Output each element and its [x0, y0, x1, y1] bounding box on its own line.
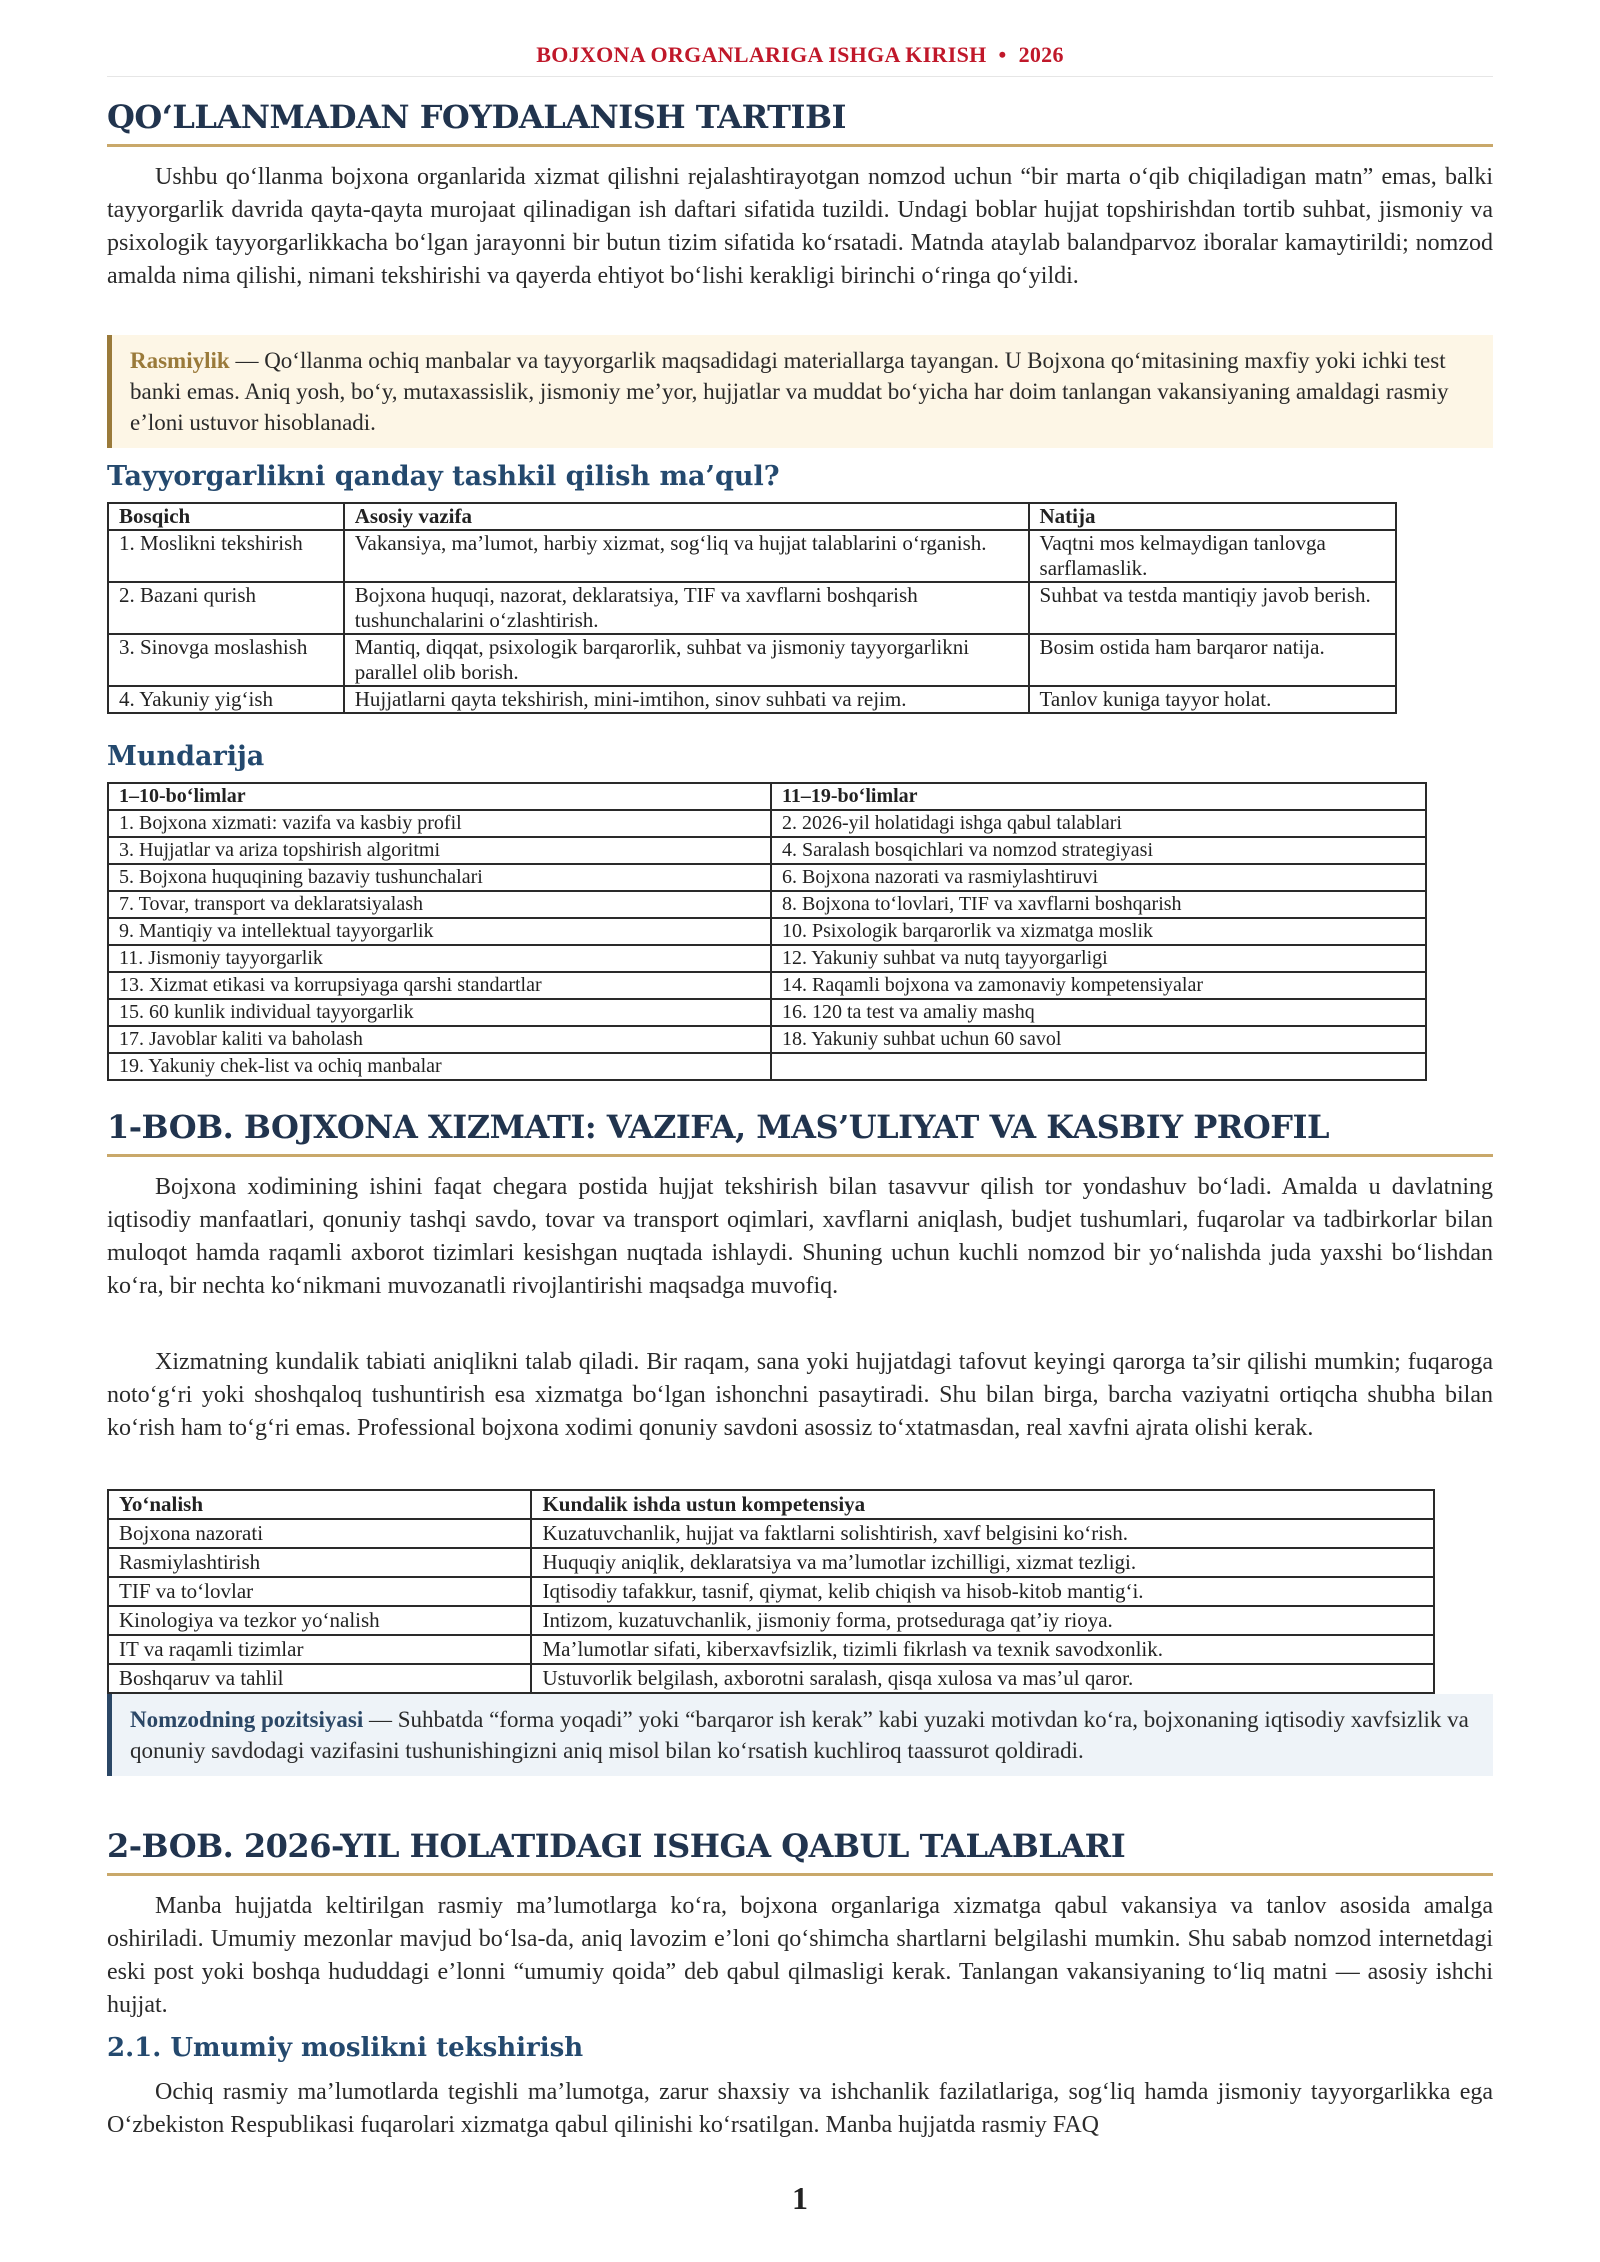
prep-table-header: [108, 503, 1396, 530]
toc-row: [108, 1026, 1426, 1053]
competency-header-direction: Yo‘nalish: [108, 1490, 531, 1519]
toc-entry[interactable]: 10. Psixologik barqarorlik va xizmatga moslik: [771, 918, 1426, 945]
chapter2-title: 2-BOB. 2026-YIL HOLATIDAGI ISHGA QABUL TALABLARI: [107, 1827, 1493, 1876]
toc-entry[interactable]: 2. 2026-yil holatidagi ishga qabul talablari: [771, 810, 1426, 837]
header-divider: [107, 76, 1493, 77]
toc-entry[interactable]: 5. Bojxona huquqining bazaviy tushunchalari: [108, 864, 771, 891]
table-row: [108, 1548, 1434, 1577]
running-header: [107, 42, 1493, 68]
toc-header-left: 1–10-bo‘limlar: [108, 783, 771, 810]
toc-entry[interactable]: 12. Yakuniy suhbat va nutq tayyorgarligi: [771, 945, 1426, 972]
toc-row: [108, 864, 1426, 891]
toc-row: [108, 810, 1426, 837]
toc-row: [108, 972, 1426, 999]
formality-callout-lead: Rasmiylik: [130, 348, 230, 373]
formality-callout-text: — Qo‘llanma ochiq manbalar va tayyorgarlik maqsadidagi materiallarga tayangan. U Bojxona qo‘mitasining maxfiy yoki ichki test banki emas. Aniq yosh, bo‘y, mutaxassislik, jismoniy me’yor, hujjatlar va muddat bo‘yicha har doim tanlangan vakansiyaning amaldagi rasmiy e’loni ustuvor hisoblanadi.: [130, 348, 1449, 435]
table-cell: IT va raqamli tizimlar: [108, 1635, 531, 1664]
table-row: [108, 1577, 1434, 1606]
formality-callout: [107, 335, 1493, 448]
table-row: [108, 1664, 1434, 1693]
candidate-position-callout: [107, 1694, 1493, 1776]
table-cell: Huquqiy aniqlik, deklaratsiya va ma’lumotlar izchilligi, xizmat tezligi.: [531, 1548, 1434, 1577]
table-cell: 2. Bazani qurish: [108, 582, 344, 634]
table-row: [108, 1635, 1434, 1664]
candidate-callout-text: — Suhbatda “forma yoqadi” yoki “barqaror ish kerak” kabi yuzaki motivdan ko‘ra, bojxonaning iqtisodiy xavfsizlik va qonuniy savdodagi vazifasini tushunishingizni aniq misol bilan ko‘rsatish kuchliroq taassurot qoldiradi.: [130, 1707, 1469, 1763]
prep-header-stage: Bosqich: [108, 503, 344, 530]
toc-entry[interactable]: 4. Saralash bosqichlari va nomzod strategiyasi: [771, 837, 1426, 864]
table-row: [108, 1519, 1434, 1548]
table-cell: Kuzatuvchanlik, hujjat va faktlarni solishtirish, xavf belgisini ko‘rish.: [531, 1519, 1434, 1548]
table-cell: Ustuvorlik belgilash, axborotni saralash, qisqa xulosa va mas’ul qaror.: [531, 1664, 1434, 1693]
table-cell: Tanlov kuniga tayyor holat.: [1029, 686, 1396, 713]
chapter1-paragraph-1: Bojxona xodimining ishini faqat chegara postida hujjat tekshirish bilan tasavvur qilish tor yondashuv bo‘ladi. Amalda u davlatning iqtisodiy manfaatlari, qonuniy tashqi savdo, tovar va transport oqimlari, xavflarni aniqlash, budjet tushumlari, fuqarolar va tadbirkorlar bilan muloqot hamda raqamli axborot tizimlari kesishgan nuqtada ishlaydi. Shuning uchun kuchli nomzod bir yo‘nalishda juda yaxshi bo‘lishdan ko‘ra, bir nechta ko‘nikmani muvozanatli rivojlantirishi maqsadga muvofiq.: [107, 1174, 1493, 1299]
running-header-separator: •: [998, 42, 1007, 67]
table-cell: Kinologiya va tezkor yo‘nalish: [108, 1606, 531, 1635]
table-row: [108, 1606, 1434, 1635]
table-cell: Hujjatlarni qayta tekshirish, mini-imtihon, sinov suhbati va rejim.: [344, 686, 1029, 713]
toc-entry[interactable]: 6. Bojxona nazorati va rasmiylashtiruvi: [771, 864, 1426, 891]
running-header-title: BOJXONA ORGANLARIGA ISHGA KIRISH: [536, 42, 987, 67]
chapter1-title: 1-BOB. BOJXONA XIZMATI: VAZIFA, MAS’ULIYAT VA KASBIY PROFIL: [107, 1108, 1493, 1157]
table-cell: Bosim ostida ham barqaror natija.: [1029, 634, 1396, 686]
toc-entry[interactable]: 7. Tovar, transport va deklaratsiyalash: [108, 891, 771, 918]
competency-table: [107, 1489, 1435, 1694]
competency-header: [108, 1490, 1434, 1519]
toc-entry[interactable]: 13. Xizmat etikasi va korrupsiyaga qarshi standartlar: [108, 972, 771, 999]
toc-row: [108, 837, 1426, 864]
toc-entry[interactable]: 3. Hujjatlar va ariza topshirish algoritmi: [108, 837, 771, 864]
prep-table: [107, 502, 1397, 714]
table-row: [108, 582, 1396, 634]
running-header-year: 2026: [1018, 42, 1064, 67]
usage-paragraph: Ushbu qo‘llanma bojxona organlarida xizmat qilishni rejalashtirayotgan nomzod uchun “bir marta o‘qib chiqiladigan matn” emas, balki tayyorgarlik davrida qayta-qayta murojaat qilinadigan ish daftari sifatida tuzildi. Undagi boblar hujjat topshirishdan tortib suhbat, jismoniy va psixologik tayyorgarlikkacha bo‘lgan jarayonni bir butun tizim sifatida ko‘rsatadi. Matnda ataylab balandparvoz iboralar kamaytirildi; nomzod amalda nima qilishi, nimani tekshirishi va qayerda ehtiyot bo‘lishi kerakligi birinchi o‘ringa qo‘yildi.: [107, 164, 1493, 289]
chapter2-paragraph-1: Manba hujjatda keltirilgan rasmiy ma’lumotlarga ko‘ra, bojxona organlariga xizmatga qabul vakansiya va tanlov asosida amalga oshiriladi. Umumiy mezonlar mavjud bo‘lsa-da, aniq lavozim e’loni qo‘shimcha shartlarni belgilashi mumkin. Shu sabab nomzod internetdagi eski post yoki boshqa hududdagi e’lonni “umumiy qoida” deb qabul qilmasligi kerak. Tanlangan vakansiyaning to‘liq matni — asosiy ishchi hujjat.: [107, 1893, 1493, 2018]
chapter2-subtitle: 2.1. Umumiy moslikni tekshirish: [107, 2033, 584, 2063]
toc-entry[interactable]: 11. Jismoniy tayyorgarlik: [108, 945, 771, 972]
table-cell: Bojxona huquqi, nazorat, deklaratsiya, TIF va xavflarni boshqarish tushunchalarini o‘zlashtirish.: [344, 582, 1029, 634]
table-cell: TIF va to‘lovlar: [108, 1577, 531, 1606]
toc-row: [108, 945, 1426, 972]
toc-entry[interactable]: 8. Bojxona to‘lovlari, TIF va xavflarni boshqarish: [771, 891, 1426, 918]
toc-row: [108, 891, 1426, 918]
candidate-callout-lead: Nomzodning pozitsiyasi: [130, 1707, 364, 1732]
table-cell: Iqtisodiy tafakkur, tasnif, qiymat, kelib chiqish va hisob-kitob mantig‘i.: [531, 1577, 1434, 1606]
table-row: [108, 634, 1396, 686]
toc-row: [108, 999, 1426, 1026]
toc-row: [108, 918, 1426, 945]
toc-header: [108, 783, 1426, 810]
toc-entry[interactable]: 9. Mantiqiy va intellektual tayyorgarlik: [108, 918, 771, 945]
table-cell: 1. Moslikni tekshirish: [108, 530, 344, 582]
table-cell: Intizom, kuzatuvchanlik, jismoniy forma, protseduraga qat’iy rioya.: [531, 1606, 1434, 1635]
toc-entry[interactable]: 17. Javoblar kaliti va baholash: [108, 1026, 771, 1053]
toc-entry[interactable]: 1. Bojxona xizmati: vazifa va kasbiy profil: [108, 810, 771, 837]
toc-row: [108, 1053, 1426, 1080]
table-cell: Ma’lumotlar sifati, kiberxavfsizlik, tizimli fikrlash va texnik savodxonlik.: [531, 1635, 1434, 1664]
page-number: 1: [792, 2180, 808, 2216]
table-cell: Vaqtni mos kelmaydigan tanlovga sarflamaslik.: [1029, 530, 1396, 582]
table-row: [108, 530, 1396, 582]
toc-entry[interactable]: 14. Raqamli bojxona va zamonaviy kompetensiyalar: [771, 972, 1426, 999]
table-cell: 3. Sinovga moslashish: [108, 634, 344, 686]
chapter1-paragraph-2: Xizmatning kundalik tabiati aniqlikni talab qiladi. Bir raqam, sana yoki hujjatdagi tafovut keyingi qarorga ta’sir qilishi mumkin; fuqaroga noto‘g‘ri yoki shoshqaloq tushuntirish esa xizmatga bo‘lgan ishonchni pasaytiradi. Shu bilan birga, barcha vaziyatni ortiqcha shubha bilan ko‘rish ham to‘g‘ri emas. Professional bojxona xodimi qonuniy savdoni asossiz to‘xtatmasdan, real xavfni ajrata olishi kerak.: [107, 1349, 1493, 1441]
toc-entry[interactable]: 15. 60 kunlik individual tayyorgarlik: [108, 999, 771, 1026]
toc-entry[interactable]: 19. Yakuniy chek-list va ochiq manbalar: [108, 1053, 771, 1080]
toc-header-right: 11–19-bo‘limlar: [771, 783, 1426, 810]
table-cell: Suhbat va testda mantiqiy javob berish.: [1029, 582, 1396, 634]
prep-header-task: Asosiy vazifa: [344, 503, 1029, 530]
prep-section-title: Tayyorgarlikni qanday tashkil qilish ma’qul?: [107, 461, 780, 492]
table-cell: 4. Yakuniy yig‘ish: [108, 686, 344, 713]
table-cell: Bojxona nazorati: [108, 1519, 531, 1548]
competency-header-skill: Kundalik ishda ustun kompetensiya: [531, 1490, 1434, 1519]
toc-entry[interactable]: 18. Yakuniy suhbat uchun 60 savol: [771, 1026, 1426, 1053]
toc-table: [107, 782, 1427, 1081]
prep-header-result: Natija: [1029, 503, 1396, 530]
usage-section-title: QO‘LLANMADAN FOYDALANISH TARTIBI: [107, 98, 1493, 147]
table-row: [108, 686, 1396, 713]
chapter2-paragraph-2: Ochiq rasmiy ma’lumotlarda tegishli ma’lumotga, zarur shaxsiy va ishchanlik fazilatlariga, sog‘liq hamda jismoniy tayyorgarlikka ega O‘zbekiston Respublikasi fuqarolari xizmatga qabul qilinishi ko‘rsatilgan. Manba hujjatda rasmiy FAQ: [107, 2079, 1493, 2138]
table-cell: Mantiq, diqqat, psixologik barqarorlik, suhbat va jismoniy tayyorgarlikni parallel olib borish.: [344, 634, 1029, 686]
toc-entry-empty: [771, 1053, 1426, 1080]
toc-title: Mundarija: [107, 741, 265, 772]
table-cell: Vakansiya, ma’lumot, harbiy xizmat, sog‘liq va hujjat talablarini o‘rganish.: [344, 530, 1029, 582]
table-cell: Rasmiylashtirish: [108, 1548, 531, 1577]
toc-entry[interactable]: 16. 120 ta test va amaliy mashq: [771, 999, 1426, 1026]
table-cell: Boshqaruv va tahlil: [108, 1664, 531, 1693]
